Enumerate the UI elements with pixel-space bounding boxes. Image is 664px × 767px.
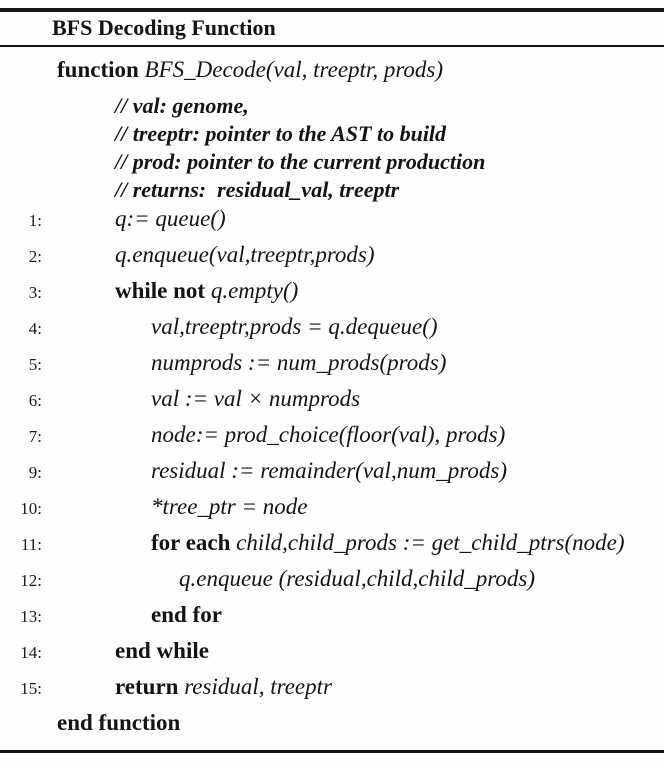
bottom-rule bbox=[0, 750, 664, 753]
line-code bbox=[115, 201, 226, 237]
line-number: 6: bbox=[28, 391, 42, 410]
algorithm-title: BFS Decoding Function bbox=[52, 15, 276, 40]
line-code bbox=[151, 381, 360, 417]
code-line bbox=[0, 597, 664, 633]
line-code bbox=[179, 561, 535, 597]
code-segment: q.enqueue(val,treeptr,prods) bbox=[115, 242, 375, 267]
line-code bbox=[57, 705, 180, 741]
line-number: 10: bbox=[20, 499, 42, 518]
code-segment: node:= prod_choice(floor(val), prods) bbox=[151, 422, 506, 447]
code-segment: *tree_ptr = node bbox=[151, 494, 308, 519]
line-code bbox=[115, 273, 298, 309]
line-code bbox=[115, 633, 209, 669]
code-segment: q.enqueue (residual,child,child_prods) bbox=[179, 566, 536, 591]
line-code bbox=[115, 669, 332, 705]
line-code bbox=[115, 237, 375, 273]
line-number: 7: bbox=[28, 427, 42, 446]
line-code bbox=[151, 417, 505, 453]
code-line bbox=[0, 345, 664, 381]
code-segment: q.empty() bbox=[210, 278, 299, 303]
keyword-segment: while not bbox=[115, 278, 211, 303]
title-divider-rule bbox=[0, 45, 664, 47]
code-segment: q:= queue() bbox=[115, 206, 226, 231]
line-code bbox=[151, 525, 625, 561]
line-code bbox=[151, 489, 307, 525]
keyword-segment: function bbox=[57, 57, 145, 82]
code-line bbox=[0, 525, 664, 561]
line-number: 2: bbox=[28, 247, 42, 266]
line-number: 13: bbox=[20, 607, 42, 626]
comment-line: // val: genome, bbox=[115, 93, 249, 118]
code-line bbox=[0, 309, 664, 345]
code-line bbox=[0, 417, 664, 453]
comment-line: // treeptr: pointer to the AST to build bbox=[115, 121, 447, 146]
code-line bbox=[0, 237, 664, 273]
comment-block bbox=[115, 92, 485, 204]
keyword-segment: for each bbox=[151, 530, 237, 555]
code-line bbox=[0, 669, 664, 705]
code-segment: numprods := num_prods(prods) bbox=[151, 350, 447, 375]
line-number: 14: bbox=[20, 643, 42, 662]
line-number: 9: bbox=[28, 463, 42, 482]
keyword-segment: end function bbox=[57, 710, 181, 735]
line-number: 3: bbox=[28, 283, 42, 302]
code-line bbox=[0, 561, 664, 597]
code-segment: val := val × numprods bbox=[151, 386, 361, 411]
line-number: 5: bbox=[28, 355, 42, 374]
code-line bbox=[0, 453, 664, 489]
line-code bbox=[151, 345, 446, 381]
keyword-segment: end for bbox=[151, 602, 222, 627]
line-number: 1: bbox=[28, 211, 42, 230]
line-code bbox=[151, 453, 507, 489]
code-line bbox=[0, 273, 664, 309]
code-line bbox=[0, 381, 664, 417]
keyword-segment: return bbox=[115, 674, 185, 699]
keyword-segment: end while bbox=[115, 638, 209, 663]
code-segment: BFS_Decode(val, treeptr, prods) bbox=[144, 57, 444, 82]
comment-line: // returns: residual_val, treeptr bbox=[115, 177, 400, 202]
code-segment: residual, treeptr bbox=[184, 674, 332, 699]
code-line bbox=[0, 705, 664, 741]
line-number: 11: bbox=[20, 535, 42, 554]
comment-line: // prod: pointer to the current production bbox=[115, 149, 486, 174]
code-segment: residual := remainder(val,num_prods) bbox=[151, 458, 508, 483]
line-number: 4: bbox=[28, 319, 42, 338]
code-segment: child,child_prods := get_child_ptrs(node) bbox=[236, 530, 625, 555]
code-segment: val,treeptr,prods = q.dequeue() bbox=[151, 314, 438, 339]
line-number: 15: bbox=[20, 679, 42, 698]
function-signature bbox=[57, 55, 443, 85]
line-code bbox=[151, 597, 222, 633]
line-code bbox=[151, 309, 438, 345]
pseudocode-lines bbox=[0, 201, 664, 741]
top-rule bbox=[0, 8, 664, 12]
code-line bbox=[0, 489, 664, 525]
code-line bbox=[0, 201, 664, 237]
line-number: 12: bbox=[20, 571, 42, 590]
code-line bbox=[0, 633, 664, 669]
